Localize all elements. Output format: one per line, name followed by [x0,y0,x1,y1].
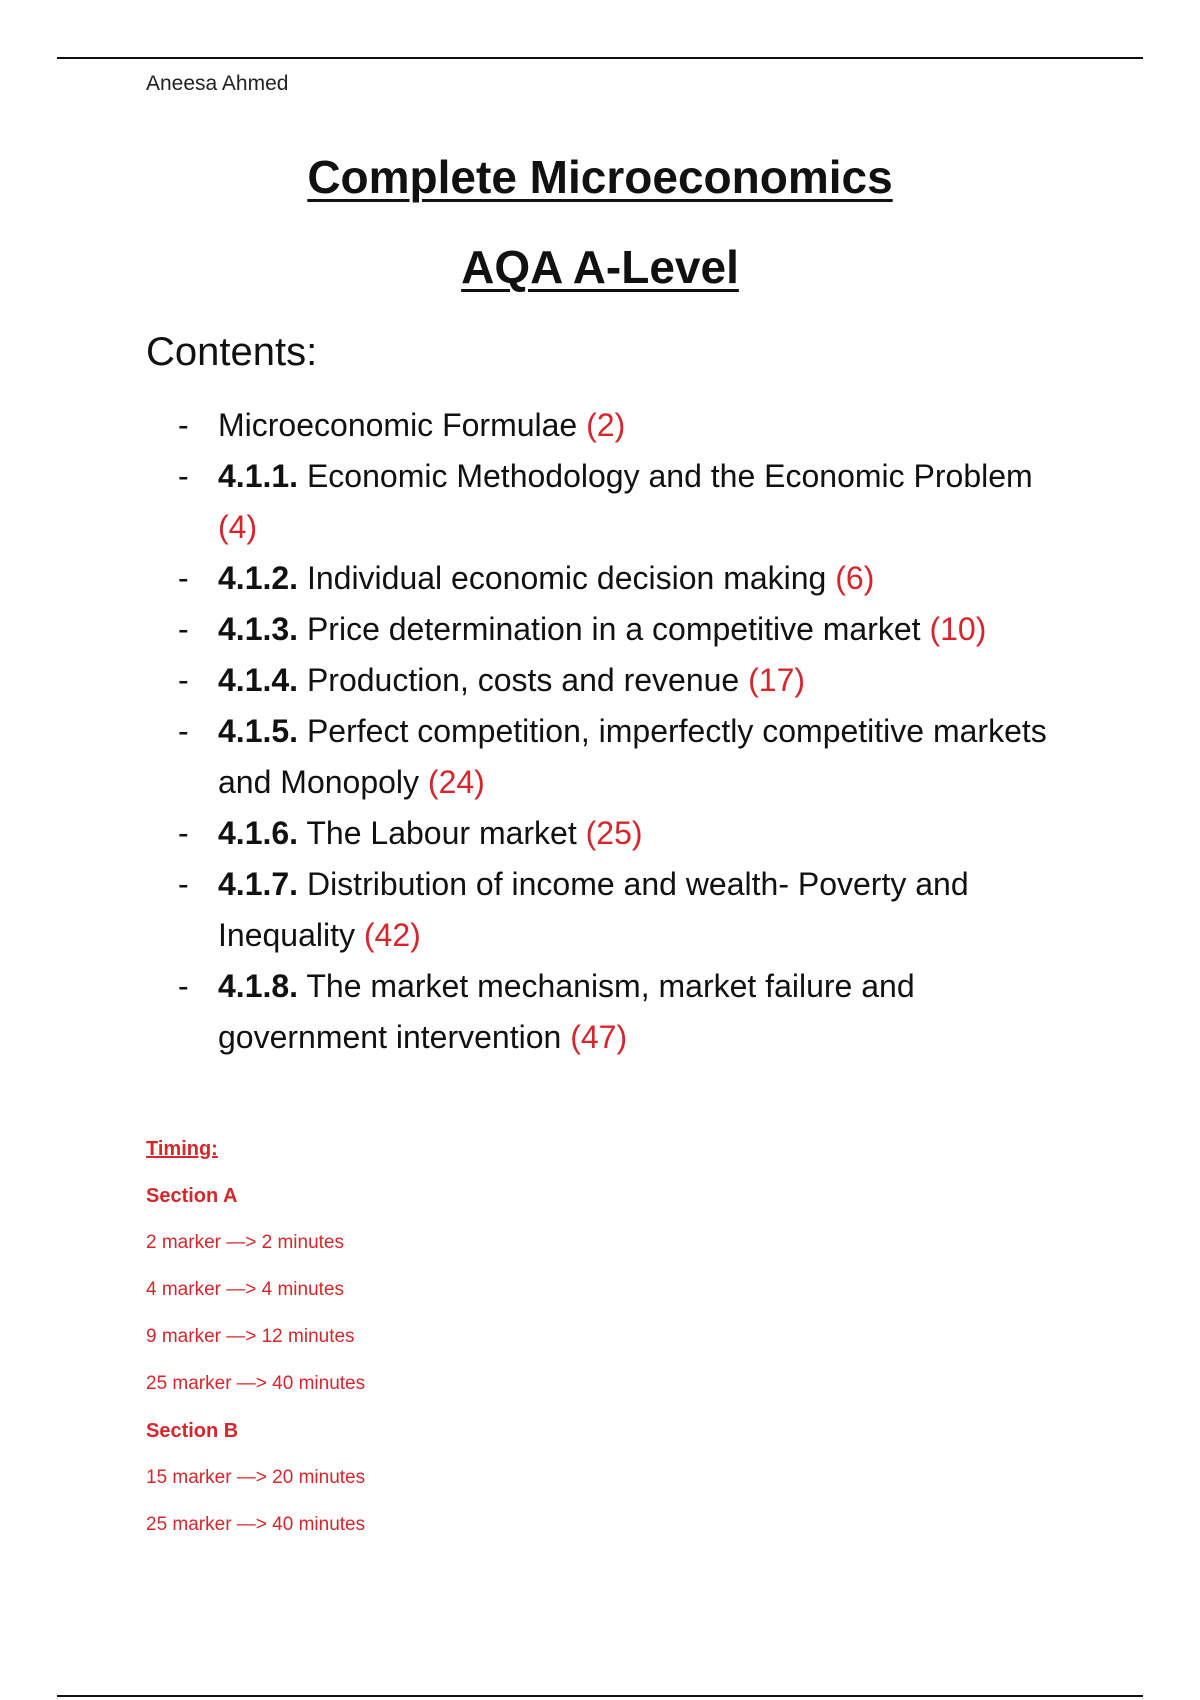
timing-heading: Timing: [146,1138,218,1160]
document-subtitle: AQA A-Level [461,241,739,293]
timing-line: 25 marker —> 40 minutes [146,1514,366,1535]
toc-item[interactable]: - 4.1.4. Production, costs and revenue (17) [178,662,806,698]
table-of-contents [178,400,1078,1063]
toc-item-page: (17) [748,662,806,698]
timing-block [146,1138,365,1561]
document-title: Complete Microeconomics [307,151,893,203]
contents-heading: Contents: [146,330,318,374]
toc-item[interactable]: - 4.1.2. Individual economic decision making (6) [178,560,875,596]
toc-item-title: The Labour market [306,815,577,851]
toc-item[interactable]: - 4.1.7. Distribution of income and wealth- Poverty and Inequality (42) [178,866,969,953]
timing-line: 4 marker —> 4 minutes [146,1279,344,1300]
toc-item-number: 4.1.5. [218,713,299,749]
toc-item-number: 4.1.4. [218,662,299,698]
toc-item[interactable]: - Microeconomic Formulae (2) [178,407,626,443]
timing-line: 2 marker —> 2 minutes [146,1232,344,1253]
toc-item-number: 4.1.2. [218,560,299,596]
toc-item-title: Individual economic decision making [306,560,827,596]
section-a-label: Section A [146,1185,238,1207]
author-name: Aneesa Ahmed [146,72,289,95]
toc-item-title: Production, costs and revenue [306,662,740,698]
toc-item[interactable]: - 4.1.5. Perfect competition, imperfectly competitive markets and Monopoly (24) [178,713,1047,800]
toc-item-number: 4.1.7. [218,866,299,902]
toc-item-title: Perfect competition, imperfectly competitive markets and Monopoly [218,713,1047,800]
timing-line: 15 marker —> 20 minutes [146,1467,366,1488]
toc-item[interactable]: - 4.1.6. The Labour market (25) [178,815,643,851]
header-rule [57,57,1143,59]
footer-rule [57,1695,1143,1697]
timing-line: 9 marker —> 12 minutes [146,1326,355,1347]
toc-item-title: The market mechanism, market failure and government intervention [218,968,915,1055]
toc-item-number: 4.1.6. [218,815,299,851]
toc-item-title: Economic Methodology and the Economic Problem [306,458,1033,494]
toc-item-page: (24) [427,764,485,800]
toc-item[interactable]: - 4.1.1. Economic Methodology and the Economic Problem (4) [178,458,1033,545]
toc-item-page: (6) [835,560,875,596]
toc-item-title: Price determination in a competitive market [306,611,921,647]
toc-item-page: (10) [929,611,987,647]
toc-item-title: Distribution of income and wealth- Poverty and Inequality [218,866,969,953]
toc-item-number: 4.1.3. [218,611,299,647]
toc-item-number: 4.1.1. [218,458,299,494]
toc-item-page: (25) [585,815,643,851]
timing-line: 25 marker —> 40 minutes [146,1373,366,1394]
toc-item[interactable]: - 4.1.3. Price determination in a competitive market (10) [178,611,987,647]
toc-item-page: (42) [363,917,421,953]
toc-item-title: Microeconomic Formulae [218,407,578,443]
toc-item-page: (2) [586,407,626,443]
section-b-label: Section B [146,1420,239,1442]
toc-item-page: (4) [218,509,258,545]
toc-item-page: (47) [570,1019,628,1055]
toc-item-number: 4.1.8. [218,968,299,1004]
toc-item[interactable]: - 4.1.8. The market mechanism, market failure and government intervention (47) [178,968,915,1055]
